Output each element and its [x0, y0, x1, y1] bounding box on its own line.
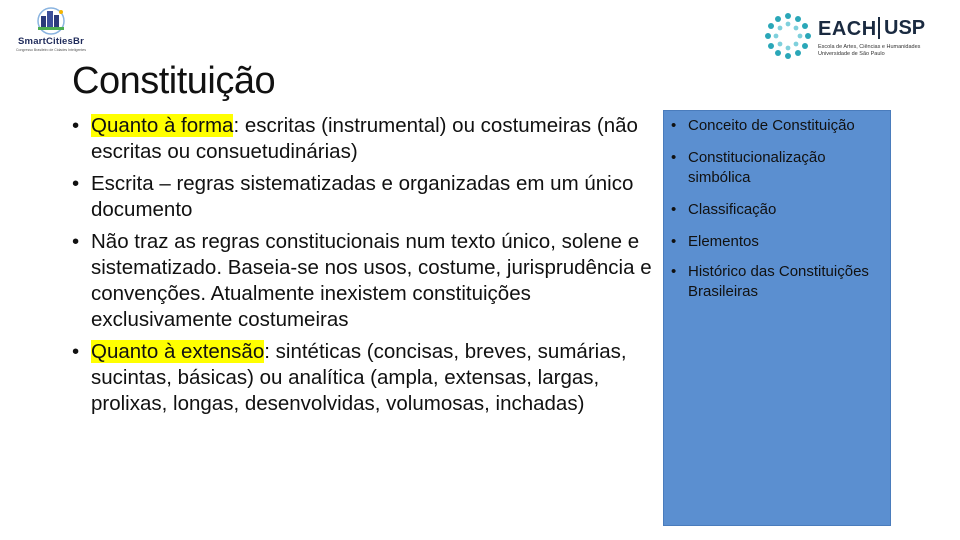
highlighted-term: Quanto à extensão [91, 340, 265, 363]
each-ring-icon [762, 10, 814, 62]
topic-label: Elementos [688, 233, 759, 250]
bullet-icon: • [72, 172, 80, 195]
usp-wordmark: USP [878, 17, 925, 39]
bullet-icon: • [671, 263, 677, 280]
bullet-text: Não traz as regras constitucionais num texto único, solene e sistematizado. Baseia-se nos usos, costume, jurisprudência e convenções. Atualmente inexistem constituições exclusivamente costumeiras [91, 230, 652, 331]
bullet-item [72, 113, 652, 165]
city-skyline-icon [32, 6, 70, 36]
topic-item [668, 148, 888, 188]
each-wordmark: EACH [818, 18, 877, 40]
topic-label: Histórico das Constituições Brasileiras [688, 263, 869, 300]
bullet-item [72, 171, 652, 223]
each-usp-logo [762, 8, 938, 66]
topic-item [668, 116, 888, 136]
topic-item [668, 200, 888, 220]
bullet-text: : escritas (instrumental) ou costumeiras (não escritas ou consuetudinárias) [91, 114, 638, 163]
smartcitiesbr-wordmark: SmartCitiesBr [18, 36, 84, 47]
smartcitiesbr-logo [10, 6, 92, 52]
topics-list [668, 116, 888, 302]
topic-item [668, 232, 888, 252]
bullet-icon: • [671, 149, 677, 166]
topic-item [668, 262, 888, 302]
bullet-text: Escrita – regras sistematizadas e organizadas em um único documento [91, 172, 634, 221]
slide-title: Constituição [72, 60, 276, 102]
topic-label: Conceito de Constituição [688, 117, 855, 134]
bullet-item [72, 229, 652, 333]
bullet-icon: • [671, 117, 677, 134]
bullet-icon: • [72, 114, 80, 137]
smartcitiesbr-tagline: Congresso Brasileiro de Cidades Inteligentes [15, 48, 87, 52]
bullet-icon: • [72, 230, 80, 253]
topic-label: Constitucionalização simbólica [688, 149, 826, 186]
bullet-text: : sintéticas (concisas, breves, sumárias, sucintas, básicas) ou analítica (ampla, extensas, largas, prolixas, longas, desenvolvidas, volumosas, inchadas) [91, 340, 627, 415]
bullet-icon: • [671, 201, 677, 218]
highlighted-term: Quanto à forma [91, 114, 234, 137]
bullet-icon: • [671, 233, 677, 250]
main-bullet-list [72, 113, 652, 423]
bullet-item [72, 339, 652, 417]
bullet-icon: • [72, 340, 80, 363]
topic-label: Classificação [688, 201, 777, 218]
institution-name: Escola de Artes, Ciências e Humanidades Universidade de São Paulo [818, 44, 921, 57]
